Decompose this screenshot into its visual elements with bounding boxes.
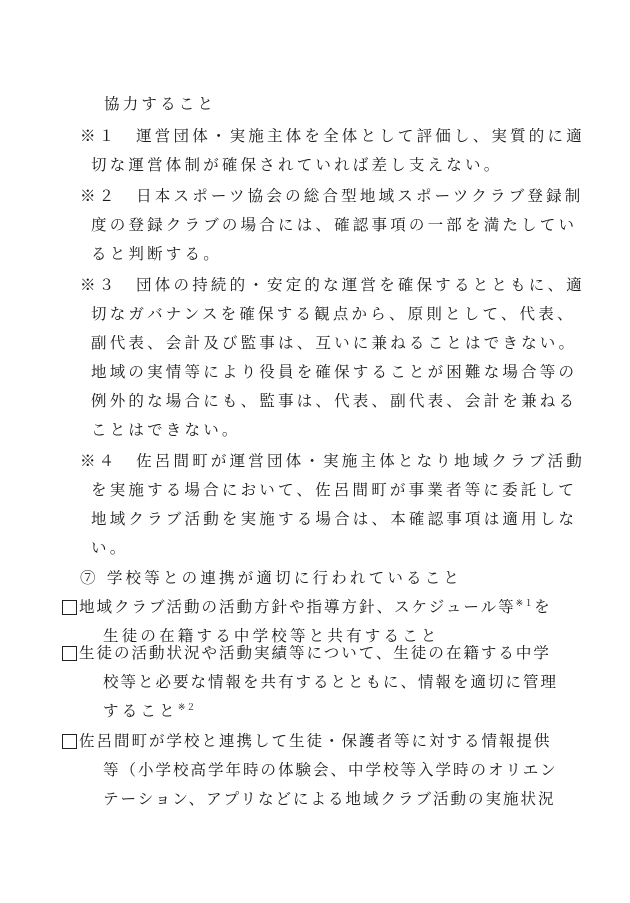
note-1-line: 切な運営体制が確保されていれば差し支えない。 [91,156,503,174]
note-3-line: 切なガバナンスを確保する観点から、原則として、代表、 [91,305,576,323]
note-3-line: 地域の実情等により役員を確保することが困難な場合等の [91,363,578,381]
checkbox-1[interactable] [62,600,77,615]
checkbox-2[interactable] [62,646,77,661]
note-3-line: ことはできない。 [91,421,241,439]
note-4-line: を実施する場合において、佐呂間町が事業者等に委託して [91,481,577,499]
note-3-line: ※３ 団体の持続的・安定的な運営を確保するとともに、適 [80,276,585,294]
note-2-line: 度の登録クラブの場合には、確認事項の一部を満たしてい [91,216,578,234]
check-item-3-line: 等（小学校高学年時の体験会、中学校等入学時のオリエン [103,761,558,779]
note-2-line: ると判断する。 [91,245,222,263]
footnote-ref: ※２ [177,703,197,713]
note-4-line: 地域クラブ活動を実施する場合は、本確認事項は適用しな [91,510,578,528]
section-heading: ⑦ 学校等との連携が適切に行われていること [80,569,463,587]
note-3-line: 副代表、会計及び監事は、互いに兼ねることはできない。 [91,334,578,352]
check-item-3-line: テーション、アプリなどによる地域クラブ活動の実施状況 [103,790,556,808]
text-line: 協力すること [104,95,217,113]
note-3-line: 例外的な場合にも、監事は、代表、副代表、会計を兼ねる [91,392,578,410]
note-4-line: ※４ 佐呂間町が運営団体・実施主体となり地域クラブ活動 [80,452,585,470]
note-4-line: い。 [91,539,129,557]
check-item-2-line: 校等と必要な情報を共有するとともに、情報を適切に管理 [103,673,559,691]
check-item-3-line: 佐呂間町が学校と連携して生徒・保護者等に対する情報提供 [79,732,552,750]
footnote-ref: ※１ [515,599,535,609]
note-1-line: ※１ 運営団体・実施主体を全体として評価し、実質的に適 [80,127,585,145]
check-item-1-line: 地域クラブ活動の活動方針や指導方針、スケジュール等$^{※1}$を [79,598,552,616]
check-item-1-line: 生徒の在籍する中学校等と共有すること [103,627,440,645]
note-2-line: ※２ 日本スポーツ協会の総合型地域スポーツクラブ登録制 [80,187,584,205]
checkbox-3[interactable] [62,734,77,749]
check-item-2-line: 生徒の活動状況や活動実績等について、生徒の在籍する中学 [79,644,551,662]
check-item-2-line: すること$^{※2}$ [103,702,197,720]
